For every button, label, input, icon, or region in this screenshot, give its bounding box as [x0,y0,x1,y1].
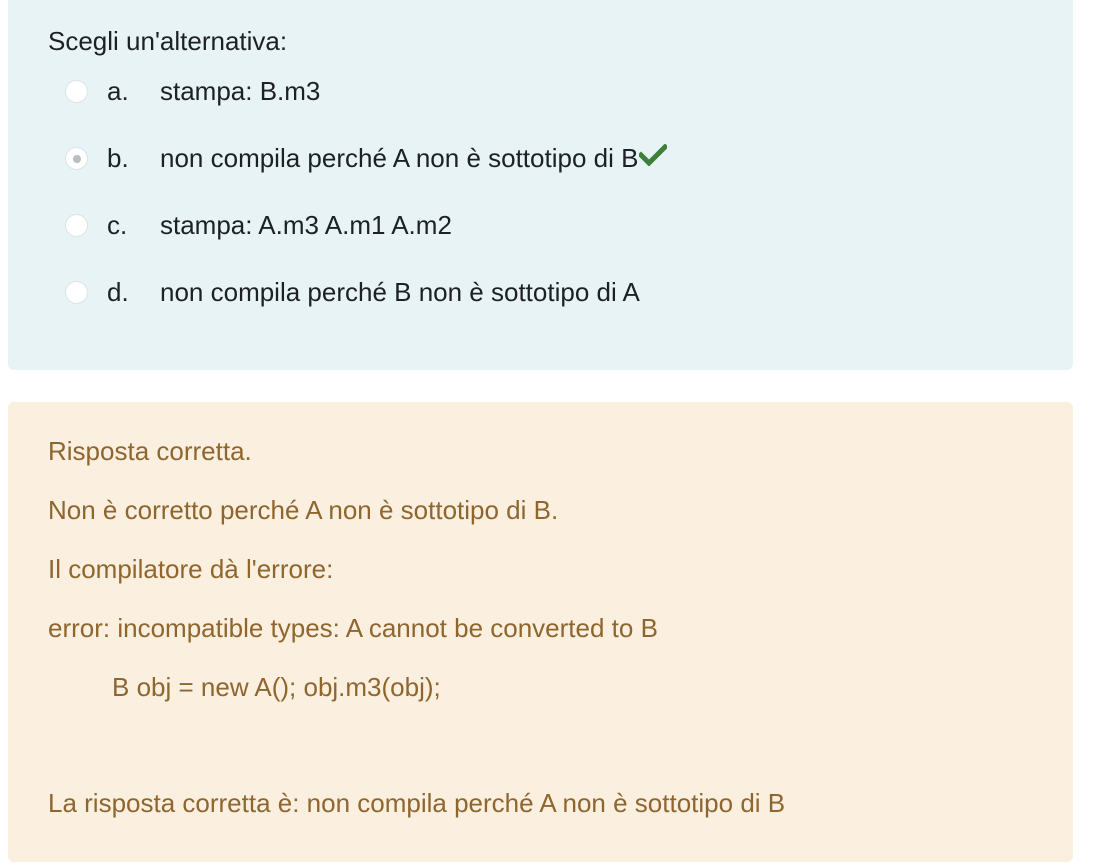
answer-options-panel [8,0,1073,370]
feedback-explanation: Non è corretto perché A non è sottotipo di B. [48,495,559,525]
checkmark-icon [639,144,667,166]
option-b-radio[interactable] [65,147,88,170]
feedback-compiler-intro: Il compilatore dà l'errore: [48,554,334,584]
feedback-error-message: error: incompatible types: A cannot be converted to B [48,613,658,643]
option-c-letter: c. [107,209,128,240]
option-b-letter: b. [107,142,129,173]
feedback-right-answer: La risposta corretta è: non compila perché A non è sottotipo di B [48,788,786,818]
option-c-label[interactable]: stampa: A.m3 A.m1 A.m2 [160,209,452,240]
option-a-radio[interactable] [65,80,88,103]
feedback-result: Risposta corretta. [48,436,252,466]
feedback-code-snippet: B obj = new A(); obj.m3(obj); [112,672,441,702]
option-d-label[interactable]: non compila perché B non è sottotipo di A [160,276,640,307]
option-b-label[interactable]: non compila perché A non è sottotipo di B [160,142,639,173]
feedback-panel [8,402,1073,862]
option-b-text-wrap [160,143,667,174]
option-d-radio[interactable] [65,281,88,304]
question-prompt: Scegli un'alternativa: [48,26,288,56]
option-a-label[interactable]: stampa: B.m3 [160,75,321,106]
option-d-letter: d. [107,276,129,307]
option-a-letter: a. [107,75,129,106]
option-c-radio[interactable] [65,214,88,237]
